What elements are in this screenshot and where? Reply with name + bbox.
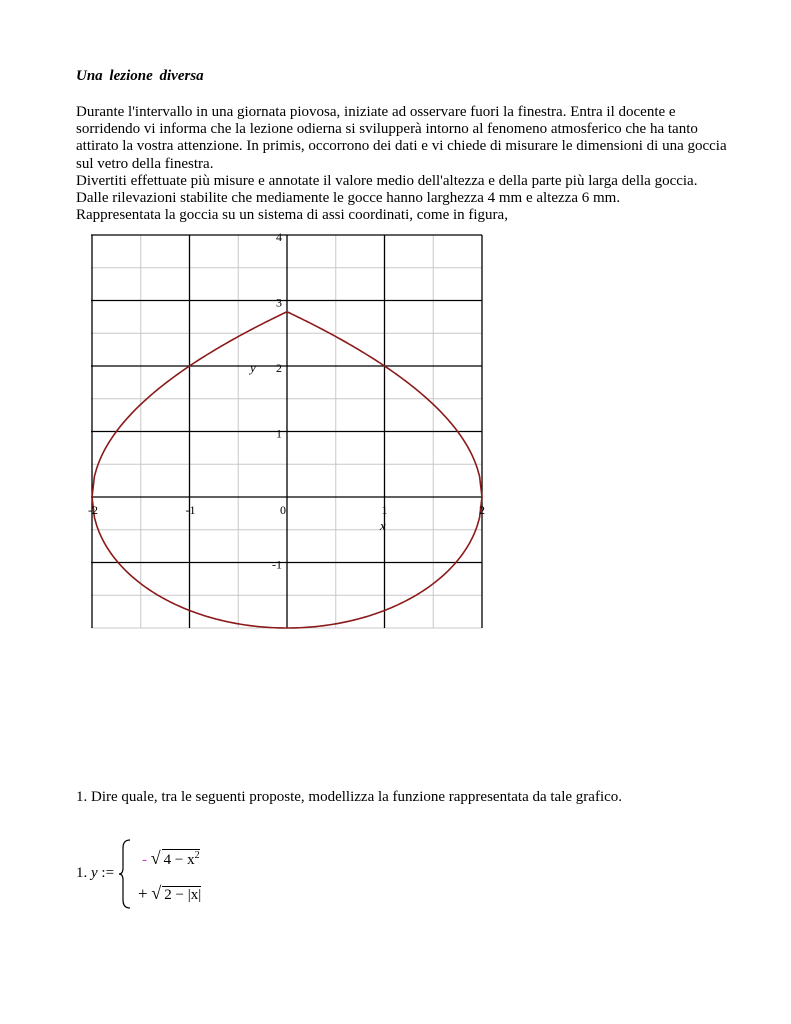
answer-label: 1. y := — [76, 865, 115, 881]
y-tick-label: 3 — [276, 295, 282, 310]
answer-option-1 — [76, 838, 376, 913]
x-tick-label: -2 — [88, 503, 98, 517]
y-axis-label: y — [250, 360, 256, 375]
left-brace — [118, 838, 132, 910]
radicand: 2 − |x| — [164, 887, 202, 903]
paragraph: Rappresentata la goccia su un sistema di assi coordinati, come in figura, — [76, 207, 508, 224]
piece-upper: + √ 2 − |x| — [138, 883, 202, 903]
x-tick-label: 0 — [280, 503, 286, 517]
sqrt-icon: √ — [150, 848, 161, 868]
piece-lower: - √ $4 - x^2$ — [142, 848, 200, 868]
paragraph: Durante l'intervallo in una giornata piovosa, iniziate ad osservare fuori la finestra. Entra il docente e sorridendo vi informa che la lezione odierna si svilupperà intorno al fenomeno atmosferico che ha tanto attirato la vostra attenzione. In primis, occorrono dei dati e vi chiede di misurare le dimensioni di una goccia sul vetro della finestra. — [76, 104, 727, 172]
y-tick-label: -1 — [272, 557, 282, 572]
y-tick-label: 4 — [276, 230, 282, 244]
question-text: 1. Dire quale, tra le seguenti proposte, modellizza la funzione rappresentata da tale grafico. — [76, 789, 623, 805]
radicand: $4 - x^2$ — [163, 850, 200, 868]
paragraph: Divertiti effettuate più misure e annotate il valore medio dell'altezza e della parte più larga della goccia. — [76, 172, 698, 189]
x-tick-label: -1 — [185, 503, 196, 517]
sqrt-icon: √ — [151, 883, 162, 903]
y-tick-label: 1 — [276, 426, 282, 441]
paragraph: Dalle rilevazioni stabilite che mediamente le gocce hanno larghezza 4 mm e altezza 6 mm. — [76, 190, 621, 207]
y-tick-label: 2 — [276, 361, 282, 375]
x-axis-label: x — [380, 518, 386, 533]
x-tick-label: 2 — [479, 503, 485, 517]
x-tick-label: 1 — [381, 503, 388, 517]
page-title: Una lezione diversa — [76, 68, 204, 84]
